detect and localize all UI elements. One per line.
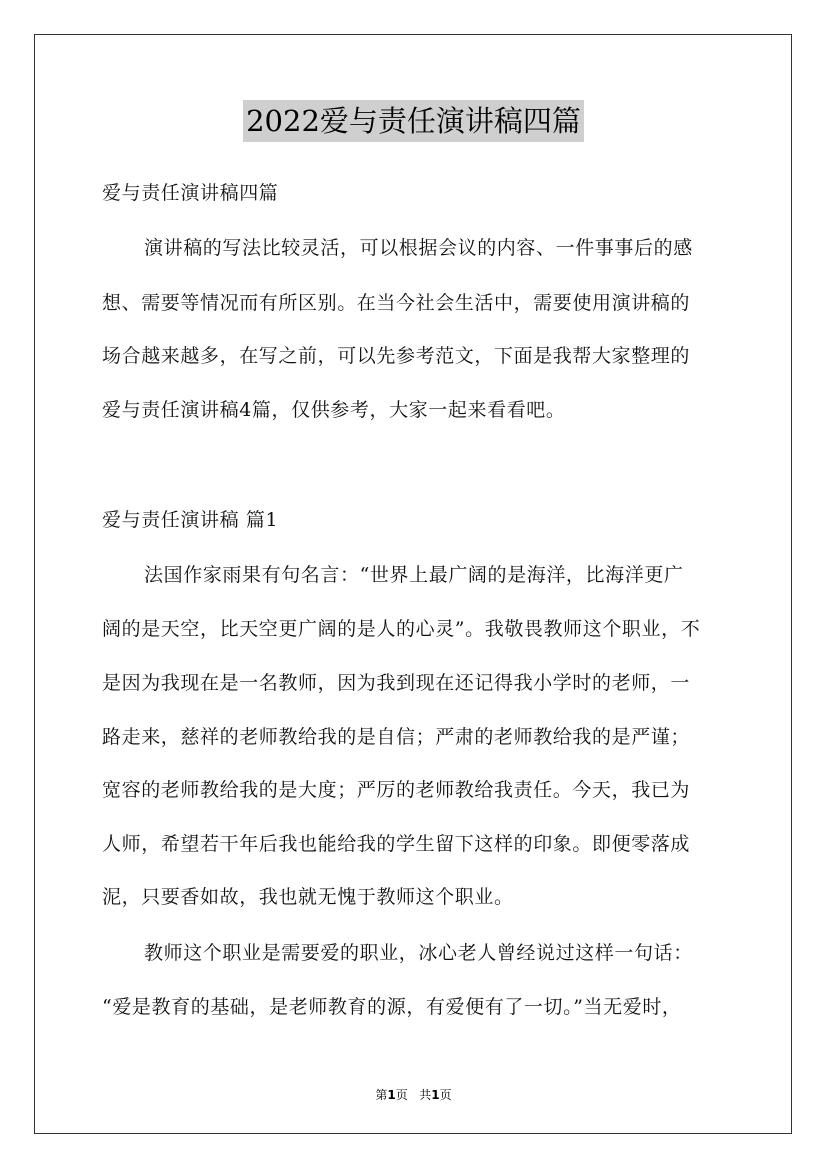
page-number: 1 xyxy=(387,1088,396,1102)
intro-line: 演讲稿的写法比较灵活，可以根据会议的内容、一件事事后的感 xyxy=(144,237,693,259)
paragraph-line: 泥，只要香如故，我也就无愧于教师这个职业。 xyxy=(102,886,514,908)
paragraph-line: 人师，希望若干年后我也能给我的学生留下这样的印象。即便零落成 xyxy=(102,833,691,855)
paragraph-line: 阔的是天空，比天空更广阔的是人的心灵”。我敬畏教师这个职业，不 xyxy=(102,618,701,640)
intro-line: 爱与责任演讲稿4篇，仅供参考，大家一起来看看吧。 xyxy=(102,399,566,421)
page-footer xyxy=(0,1086,827,1103)
paragraph-line: “爱是教育的基础，是老师教育的源，有爱便有了一切。”当无爱时， xyxy=(102,996,682,1018)
document-title: 2022爱与责任演讲稿四篇 xyxy=(243,100,584,142)
section-heading: 爱与责任演讲稿 篇1 xyxy=(102,509,279,531)
intro-line: 想、需要等情况而有所区别。在当今社会生活中，需要使用演讲稿的 xyxy=(102,292,691,314)
paragraph-line: 路走来，慈祥的老师教给我的是自信；严肃的老师教给我的是严谨； xyxy=(102,726,691,748)
total-prefix: 共 xyxy=(419,1088,432,1102)
title-container xyxy=(0,100,827,142)
paragraph-line: 宽容的老师教给我的是大度；严厉的老师教给我责任。今天，我已为 xyxy=(102,779,691,801)
paragraph-line: 法国作家雨果有句名言：“世界上最广阔的是海洋，比海洋更广 xyxy=(144,564,684,586)
intro-line: 场合越来越多，在写之前，可以先参考范文，下面是我帮大家整理的 xyxy=(102,345,691,367)
total-pages: 1 xyxy=(431,1088,440,1102)
page-prefix: 第 xyxy=(375,1088,388,1102)
paragraph-line: 是因为我现在是一名教师，因为我到现在还记得我小学时的老师，一 xyxy=(102,672,691,694)
subtitle: 爱与责任演讲稿四篇 xyxy=(102,182,279,204)
total-suffix: 页 xyxy=(439,1088,452,1102)
paragraph-line: 教师这个职业是需要爱的职业，冰心老人曾经说过这样一句话： xyxy=(144,942,693,964)
page-suffix: 页 xyxy=(395,1088,408,1102)
